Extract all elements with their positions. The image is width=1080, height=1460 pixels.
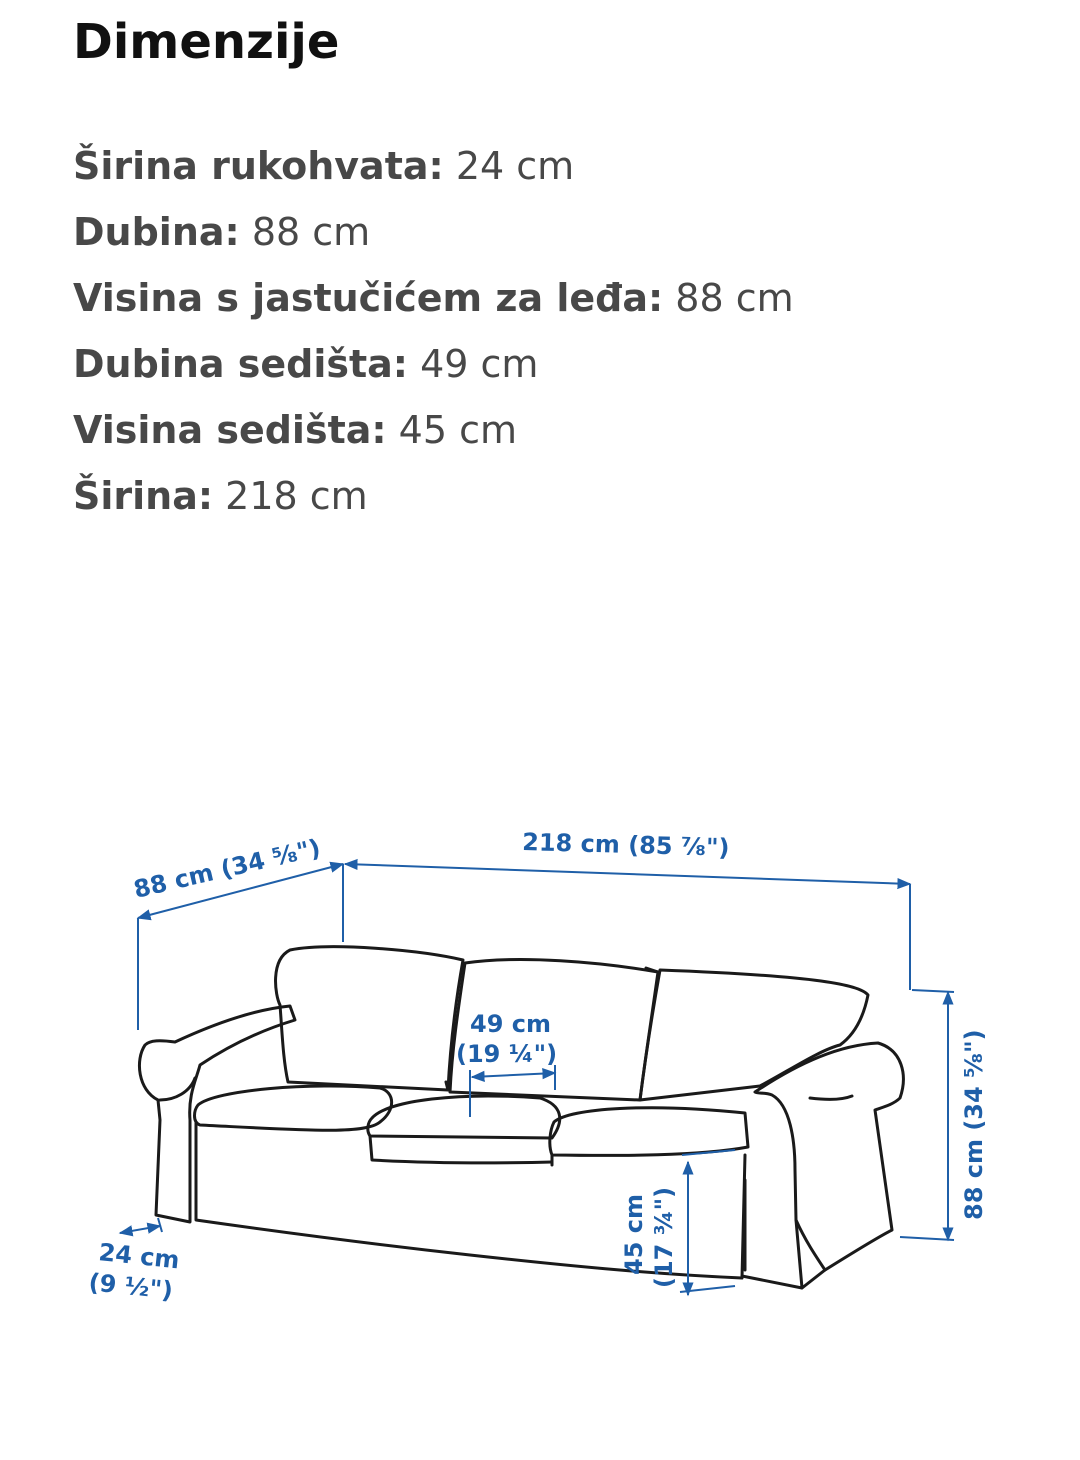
back-height-label: 88 cm (34 ⁵⁄₈"): [960, 1029, 988, 1220]
arm-width-label-in: (9 ½"): [87, 1268, 175, 1305]
dimension-value: 88 cm: [675, 276, 794, 320]
dimension-row-arm-width: [73, 138, 794, 204]
dimension-value: 24 cm: [455, 144, 575, 188]
dimension-label: Visina s jastučićem za leđa:: [73, 276, 664, 320]
width-label: 218 cm (85 ⁷⁄₈"): [521, 828, 730, 862]
dimension-value: 88 cm: [251, 210, 371, 254]
dimension-label: Širina rukohvata:: [73, 144, 444, 188]
dimension-label: Dubina:: [73, 210, 240, 254]
dimension-row-depth: [73, 204, 794, 270]
sofa-dimension-diagram: [0, 800, 1080, 1340]
seat-depth-label-cm: 49 cm: [470, 1010, 551, 1038]
dimension-row-back-height: [73, 270, 794, 336]
depth-label: 88 cm (34 ⁵⁄₈"): [131, 833, 324, 904]
dimension-label: Dubina sedišta:: [73, 342, 408, 386]
dimension-row-seat-height: [73, 402, 794, 468]
dimension-labels: [87, 828, 988, 1305]
dimension-label: Širina:: [73, 474, 214, 518]
seat-height-label-cm: 45 cm: [620, 1194, 648, 1275]
sofa-diagram-svg: [0, 800, 1080, 1340]
dimension-value: 49 cm: [420, 342, 539, 386]
dimensions-list: [73, 138, 794, 534]
dimension-row-seat-depth: [73, 336, 794, 402]
sofa-outline: [139, 947, 903, 1288]
page-title: Dimenzije: [73, 14, 340, 70]
dimension-lines: [120, 864, 954, 1295]
dimension-row-width: [73, 468, 794, 534]
arm-width-label-cm: 24 cm: [97, 1238, 181, 1275]
dimension-value: 218 cm: [225, 474, 368, 518]
seat-height-label-in: (17 ¾"): [650, 1186, 678, 1288]
dimension-label: Visina sedišta:: [73, 408, 387, 452]
dimension-value: 45 cm: [398, 408, 518, 452]
seat-depth-label-in: (19 ¼"): [456, 1040, 558, 1068]
